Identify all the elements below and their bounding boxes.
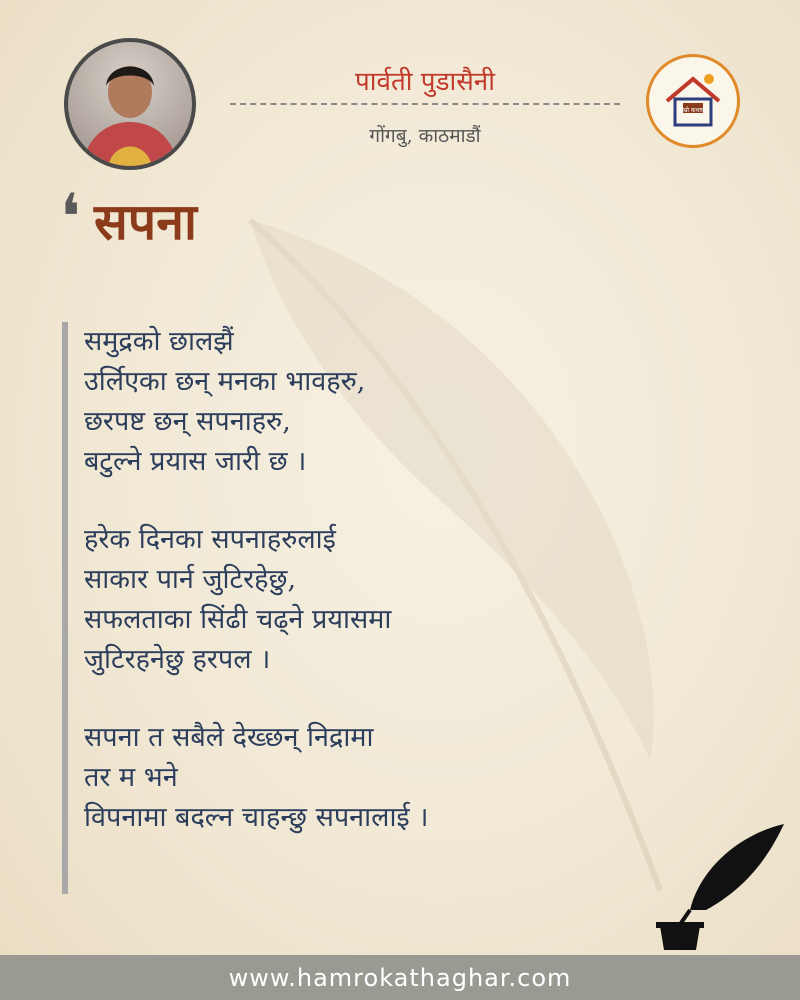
poem-line: सपना त सबैले देख्छन् निद्रामा — [84, 722, 374, 753]
quote-mark-icon: ❛ — [60, 181, 81, 255]
website-link[interactable]: www.hamrokathaghar.com — [228, 963, 572, 992]
site-logo — [646, 54, 740, 148]
poem-line: साकार पार्न जुटिरहेछु, — [84, 564, 297, 595]
poem-title: सपना — [94, 192, 197, 251]
house-logo-icon — [667, 74, 719, 125]
logo-text: हाम्रो कथाघर — [679, 107, 707, 114]
poem-line: छरपष्ट छन् सपनाहरु, — [84, 406, 291, 437]
footer-bar — [0, 955, 800, 1000]
author-avatar — [64, 38, 196, 170]
author-name: पार्वती पुडासैनी — [355, 67, 495, 97]
poem-line: तर म भने — [84, 762, 178, 793]
poem-line: विपनामा बदल्न चाहन्छु सपनालाई । — [84, 802, 429, 833]
poem-line: उर्लिएका छन् मनका भावहरु, — [84, 366, 366, 397]
poem-side-bar — [62, 322, 68, 894]
quill-inkpot-icon — [650, 818, 790, 956]
poem-line: बटुल्ने प्रयास जारी छ । — [84, 446, 307, 477]
author-location: गोंगबु, काठमाडौं — [369, 125, 481, 147]
stanza — [84, 718, 644, 838]
poem-line: जुटिरहनेछु हरपल । — [84, 644, 271, 675]
poem-line: समुद्रको छालझैं — [84, 326, 234, 357]
poem-body — [84, 322, 644, 876]
stanza — [84, 520, 644, 680]
poem-line: सफलताका सिंढी चढ्ने प्रयासमा — [84, 604, 392, 635]
poem-line: हरेक दिनका सपनाहरुलाई — [84, 524, 336, 555]
stanza — [84, 322, 644, 482]
header-divider — [230, 103, 620, 105]
